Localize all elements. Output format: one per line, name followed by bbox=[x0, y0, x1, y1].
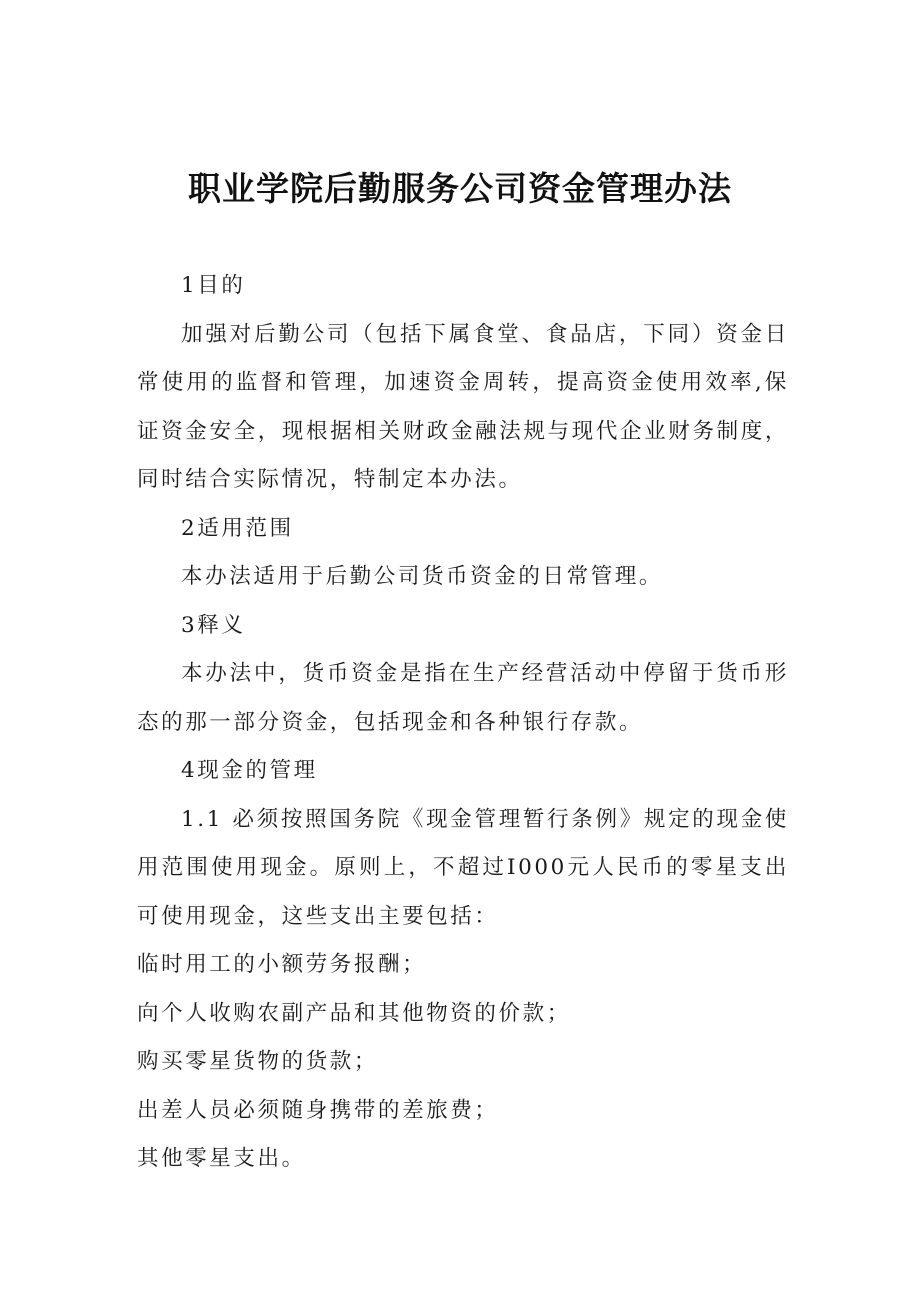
list-item: 其他零星支出。 bbox=[137, 1146, 306, 1171]
paragraph-cash-usage: 1.1 必须按照国务院《现金管理暂行条例》规定的现金使用范围使用现金。原则上，不超过I000元人民币的零星支出可使用现金，这些支出主要包括： bbox=[137, 806, 789, 929]
paragraph-purpose: 加强对后勤公司（包括下属食堂、食品店，下同）资金日常使用的监督和管理，加速资金周转，提高资金使用效率,保证资金安全，现根据相关财政金融法规与现代企业财务制度，同时结合实际情况，特制定本办法。 bbox=[137, 321, 789, 492]
paragraph-definition: 本办法中，货币资金是指在生产经营活动中停留于货币形态的那一部分资金，包括现金和各种银行存款。 bbox=[137, 661, 789, 735]
list-item: 购买零星货物的货款； bbox=[137, 1049, 379, 1074]
paragraph-scope: 本办法适用于后勤公司货币资金的日常管理。 bbox=[181, 564, 664, 589]
document-title: 职业学院后勤服务公司资金管理办法 bbox=[188, 169, 732, 208]
list-item: 临时用工的小额劳务报酬； bbox=[137, 952, 427, 977]
section-heading-definition: 3释义 bbox=[181, 612, 246, 638]
section-heading-scope: 2适用范围 bbox=[181, 515, 294, 541]
section-heading-purpose: 1目的 bbox=[181, 273, 246, 298]
list-item: 出差人员必须随身携带的差旅费； bbox=[137, 1097, 499, 1123]
document-body bbox=[137, 262, 789, 1184]
section-heading-cash-management: 4现金的管理 bbox=[181, 758, 318, 783]
list-item: 向个人收购农副产品和其他物资的价款； bbox=[137, 1000, 571, 1026]
